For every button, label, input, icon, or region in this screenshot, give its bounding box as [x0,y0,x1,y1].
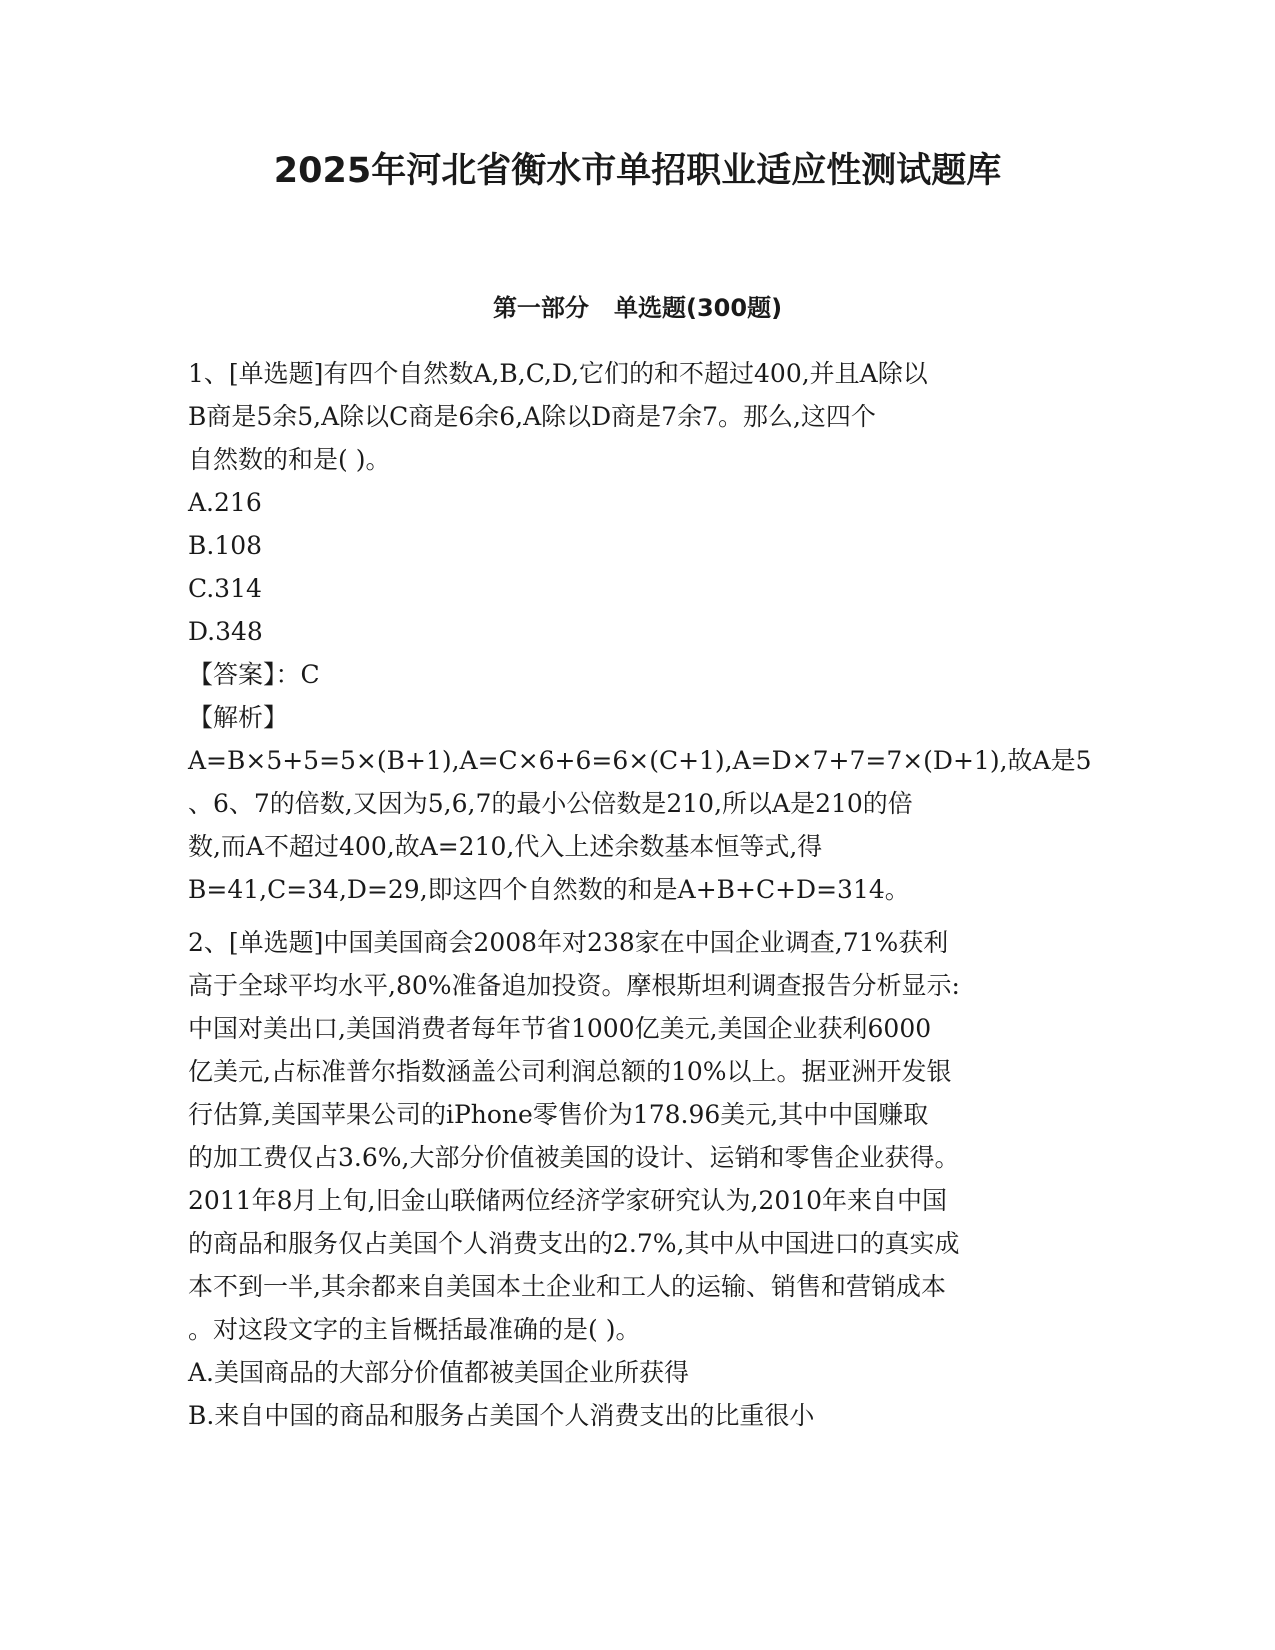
question-stem-line: 2011年8月上旬,旧金山联储两位经济学家研究认为,2010年来自中国 [188,1186,948,1215]
question-stem-line: 。对这段文字的主旨概括最准确的是( )。 [188,1315,641,1344]
analysis-line: A=B×5+5=5×(B+1),A=C×6+6=6×(C+1),A=D×7+7=7×(D+1),故A是5 [188,746,1092,775]
question-stem-line: 自然数的和是( )。 [188,445,391,474]
option-c: C.314 [188,574,262,603]
option-a: A.美国商品的大部分价值都被美国企业所获得 [188,1358,690,1387]
question-1 [188,352,1092,911]
question-stem-line: B商是5余5,A除以C商是6余6,A除以D商是7余7。那么,这四个 [188,402,876,431]
question-gap [188,911,1088,921]
question-2 [188,921,1088,1437]
question-stem-line: 行估算,美国苹果公司的iPhone零售价为178.96美元,其中中国赚取 [188,1100,929,1129]
option-a: A.216 [188,488,262,517]
question-stem-line: 2、[单选题]中国美国商会2008年对238家在中国企业调查,71%获利 [188,928,949,957]
question-stem-line: 的加工费仅占3.6%,大部分价值被美国的设计、运销和零售企业获得。 [188,1143,960,1172]
option-b: B.108 [188,531,263,560]
question-stem-line: 亿美元,占标准普尔指数涵盖公司利润总额的10%以上。据亚洲开发银 [188,1057,952,1086]
document-title: 2025年河北省衡水市单招职业适应性测试题库 [273,151,1002,191]
section-title: 第一部分 单选题(300题) [492,294,783,322]
question-stem-line: 的商品和服务仅占美国个人消费支出的2.7%,其中从中国进口的真实成 [188,1229,960,1258]
option-b: B.来自中国的商品和服务占美国个人消费支出的比重很小 [188,1401,815,1430]
question-stem-line: 本不到一半,其余都来自美国本土企业和工人的运输、销售和营销成本 [188,1272,946,1301]
analysis-line: 数,而A不超过400,故A=210,代入上述余数基本恒等式,得 [188,832,823,861]
question-stem-line: 高于全球平均水平,80%准备追加投资。摩根斯坦利调查报告分析显示: [188,971,960,1000]
question-stem-line: 中国对美出口,美国消费者每年节省1000亿美元,美国企业获利6000 [188,1014,932,1043]
analysis-label: 【解析】 [188,703,289,732]
analysis-line: 、6、7的倍数,又因为5,6,7的最小公倍数是210,所以A是210的倍 [188,789,913,818]
answer-line: 【答案】：C [188,660,320,689]
option-d: D.348 [188,617,263,646]
question-list [188,352,1092,1437]
question-stem-line: 1、[单选题]有四个自然数A,B,C,D,它们的和不超过400,并且A除以 [188,359,928,388]
analysis-line: B=41,C=34,D=29,即这四个自然数的和是A+B+C+D=314。 [188,875,910,904]
